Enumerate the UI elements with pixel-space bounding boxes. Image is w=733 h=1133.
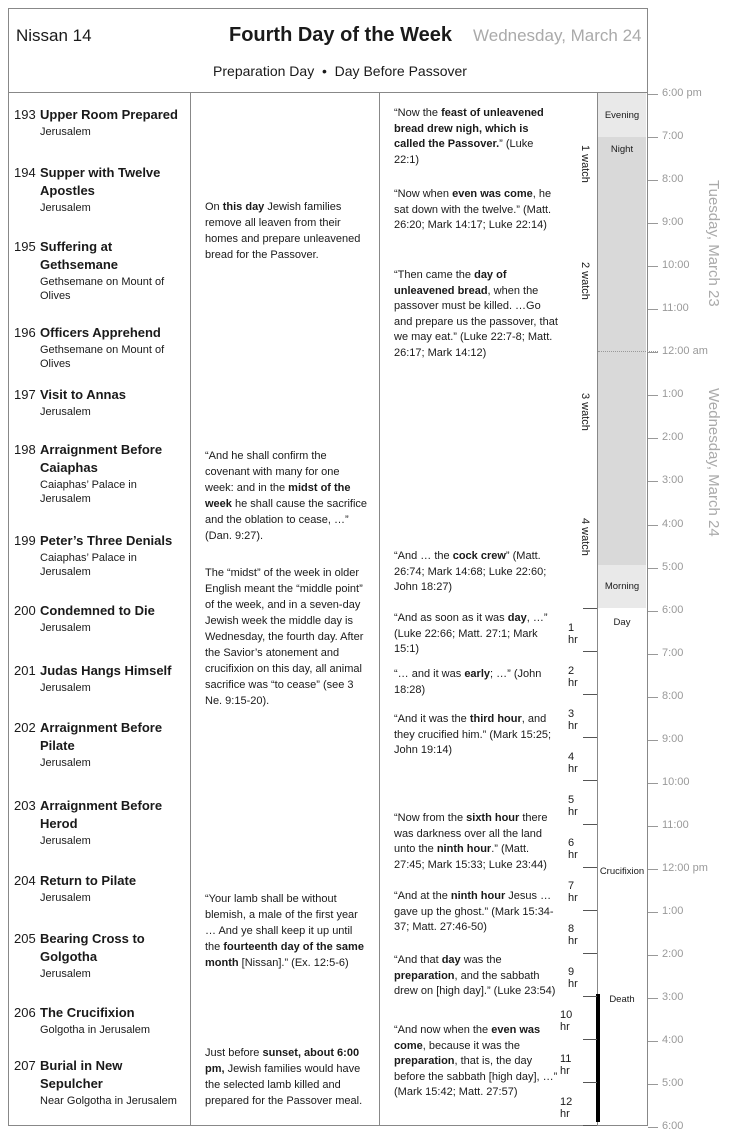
timeline-tick (648, 481, 658, 482)
event-number: 195 (14, 239, 36, 254)
timeline-tick (648, 525, 658, 526)
event-name: Arraignment Before Herod (40, 798, 163, 831)
event-location: Golgotha in Jerusalem (40, 1024, 151, 1036)
event-location: Caiaphas’ Palace in Jerusalem (40, 552, 137, 578)
column-divider (379, 92, 380, 1126)
text-run: , …” (Luke 22:66; Matt. 27:1; Mark 15:1) (394, 612, 548, 655)
timeline-label: 2:00 (662, 948, 684, 960)
event-location: Near Golgotha in Jerusalem (40, 1095, 177, 1107)
timeline-tick (648, 1084, 658, 1085)
event-location: Gethsemane on Mount of Olives (40, 344, 165, 370)
timeline-label: 8:00 (662, 173, 684, 186)
event-title (14, 238, 186, 274)
timeline-label: 7:00 (662, 646, 684, 659)
text-run: “And now when the (394, 1024, 492, 1036)
hour-tick (583, 867, 597, 868)
timeline-tick (648, 223, 658, 224)
emphasis-text: ninth hour (436, 843, 492, 855)
commentary-note (205, 891, 370, 971)
event-title (14, 164, 186, 200)
hour-tick (583, 737, 597, 738)
event-name: Officers Apprehend (40, 325, 161, 340)
timeline-tick (648, 654, 658, 655)
timeline-tick (648, 137, 658, 138)
text-run: “And at the (394, 890, 451, 902)
text-run: Jesus … gave up the ghost.” (Mark 15:34-37; Matt. 27:46-50) (394, 890, 554, 933)
commentary-note (205, 448, 370, 544)
emphasis-text: day (441, 954, 461, 966)
hour-tick (583, 824, 597, 825)
event-location: Jerusalem (40, 622, 91, 634)
emphasis-text: early (464, 668, 491, 680)
emphasis-text: preparation (394, 969, 455, 982)
event-title (14, 324, 186, 342)
watch-label: 1 watch (579, 145, 591, 183)
event-item (14, 106, 186, 139)
emphasis-text: third hour (469, 713, 522, 725)
hour-tick (583, 953, 597, 954)
watch-label: 2 watch (579, 262, 591, 300)
event-name: Arraignment Before Pilate (40, 720, 163, 753)
text-run: , because it was the (422, 1039, 520, 1052)
event-name: Visit to Annas (40, 387, 126, 402)
text-run: , and the sabbath drew on [high day].” (Luke 23:54) (394, 969, 556, 997)
text-run: Jewish families remove all leaven from their homes and prepare unleavened bread for the Passover. (205, 201, 361, 261)
text-run: Just before (205, 1047, 263, 1059)
text-run: there was darkness over all the land unto the (394, 812, 548, 855)
timeline-label: 1:00 (662, 388, 684, 401)
event-title (14, 441, 186, 477)
timeline-tick (648, 266, 658, 267)
commentary-note (205, 199, 370, 263)
event-title (14, 532, 186, 550)
text-run: , he sat down with the twelve.” (Matt. 26:20; Mark 14:17; Luke 22:14) (394, 188, 552, 231)
emphasis-text: day of unleavened bread (394, 269, 507, 297)
event-title (14, 719, 186, 755)
event-title (14, 386, 186, 404)
timeline-label: 11:00 (662, 302, 689, 315)
evening-label: Evening (604, 110, 640, 121)
timeline-tick (648, 912, 658, 913)
event-number: 204 (14, 873, 36, 888)
event-number: 197 (14, 387, 36, 402)
text-run: The “midst” of the week in older English meant the “middle point” of the week, and in a seven-day Jewish week the middle day is Wednesday, the fourth day. After the Savior’s atonement and crucifixion on this day, all animal sacrifice was “to cease” (see 3 Ne. 9:15-20). (205, 567, 364, 707)
timeline-tick (648, 438, 658, 439)
hour-tick (583, 996, 597, 997)
timeline-label: 12:00 pm (662, 861, 708, 874)
timeline-label: 6:00 pm (662, 87, 702, 99)
event-location: Gethsemane on Mount of Olives (40, 276, 165, 302)
event-title (14, 1057, 186, 1093)
morning-label: Morning (604, 581, 640, 592)
emphasis-text: feast of unleavened bread drew nigh, which is called the Passover. (394, 107, 544, 150)
emphasis-text: sunset, about 6:00 pm, (205, 1047, 360, 1075)
scripture-quote (394, 667, 560, 698)
text-run: ” (Matt. 26:74; Mark 14:68; Luke 22:60; John 18:27) (394, 550, 547, 593)
text-run: Jewish families would have the selected lamb killed and prepared for the Passover meal. (205, 1063, 363, 1107)
timeline-tick (648, 94, 658, 95)
timeline-label: 9:00 (662, 216, 684, 229)
event-number: 196 (14, 325, 36, 340)
event-number: 202 (14, 720, 36, 735)
event-name: Bearing Cross to Golgotha (40, 931, 145, 964)
hour-tick (583, 910, 597, 911)
emphasis-text: midst of the week (205, 482, 351, 510)
event-item (14, 532, 186, 579)
header-divider (8, 92, 648, 93)
death-label: Death (609, 994, 635, 1005)
emphasis-text: cock crew (452, 550, 506, 562)
morning-band (598, 565, 646, 608)
emphasis-text: fourteenth day of the same month (205, 941, 364, 969)
event-title (14, 1004, 186, 1022)
emphasis-text: day (507, 612, 527, 624)
text-run: “And that (394, 954, 442, 966)
text-run: he shall cause the sacrifice and the oblation to cease, …” (Dan. 9:27). (205, 498, 368, 542)
timeline-label: 11:00 (662, 818, 689, 831)
text-run: ; …” (John 18:28) (394, 668, 542, 696)
event-name: Supper with Twelve Apostles (40, 165, 161, 198)
event-item (14, 441, 186, 506)
text-run: “Now from the (394, 812, 467, 824)
timeline-label: 4:00 (662, 1034, 684, 1047)
event-location: Jerusalem (40, 892, 91, 904)
nissan-date: Nissan 14 (16, 26, 92, 45)
event-number: 199 (14, 533, 36, 548)
text-run: .” (Matt. 27:45; Mark 15:33; Luke 23:44) (394, 843, 547, 871)
timeline-label: 3:00 (662, 474, 684, 487)
event-number: 205 (14, 931, 36, 946)
timeline-label: 5:00 (662, 1077, 684, 1090)
hour-tick (583, 1039, 597, 1040)
event-item (14, 1004, 186, 1037)
hour-tick (583, 608, 597, 609)
hour-tick (583, 651, 597, 652)
event-item (14, 324, 186, 371)
text-run: “And he shall confirm the covenant with many for one week: and in the (205, 450, 340, 494)
emphasis-text: this day (222, 201, 265, 213)
timeline-tick (648, 568, 658, 569)
scripture-quote (394, 1023, 560, 1101)
timeline-label: 6:00 (662, 603, 684, 616)
page-subtitle: Preparation Day • Day Before Passover (213, 63, 467, 79)
event-title (14, 662, 186, 680)
scripture-quote (394, 889, 560, 936)
event-name: Upper Room Prepared (40, 107, 178, 122)
text-run: ” (Luke 22:1) (394, 138, 534, 166)
hour-label: 11 hr (560, 1052, 572, 1077)
emphasis-text: even was come (394, 1024, 541, 1052)
hour-tick (583, 1082, 597, 1083)
text-run: “Then came the (394, 269, 475, 281)
event-item (14, 719, 186, 770)
event-number: 207 (14, 1058, 36, 1073)
text-run: “And as soon as it was (394, 612, 508, 624)
emphasis-text: even was come (452, 188, 533, 200)
evening-band (598, 93, 646, 137)
death-bar (596, 994, 600, 1122)
event-name: The Crucifixion (40, 1005, 135, 1020)
text-run: “And it was the (394, 713, 470, 725)
event-title (14, 930, 186, 966)
timeline-tick (648, 352, 658, 353)
timeline-label: 12:00 am (662, 345, 708, 358)
emphasis-text: sixth hour (466, 812, 520, 824)
timeline-label: 6:00 (662, 1120, 684, 1133)
event-location: Jerusalem (40, 968, 91, 980)
text-run: “Now when (394, 188, 453, 200)
timeline-label: 10:00 (662, 259, 690, 272)
timeline-tick (648, 826, 658, 827)
scripture-quote (394, 611, 560, 658)
timeline-label: 3:00 (662, 991, 684, 1004)
hour-tick (583, 1125, 597, 1126)
text-run: , that is, the day before the sabbath [high day], …” (Mark 15:42; Matt. 27:57) (394, 1055, 558, 1098)
watch-label: 3 watch (579, 393, 591, 431)
event-number: 206 (14, 1005, 36, 1020)
event-name: Return to Pilate (40, 873, 137, 888)
event-name: Peter’s Three Denials (40, 533, 173, 548)
event-number: 193 (14, 107, 36, 122)
timeline-tick (648, 869, 658, 870)
watch-label: 4 watch (579, 518, 591, 556)
event-location: Jerusalem (40, 202, 91, 214)
timeline-tick (648, 1127, 658, 1128)
text-run: , and they crucified him.” (Mark 15:25; John 19:14) (394, 713, 552, 756)
text-run: [Nissan].” (Ex. 12:5-6) (238, 957, 349, 969)
scripture-quote (394, 268, 560, 361)
text-run: “Now the (394, 107, 442, 119)
event-location: Jerusalem (40, 757, 91, 769)
timeline-tick (648, 1041, 658, 1042)
event-item (14, 164, 186, 215)
side-date-wednesday: Wednesday, March 24 (705, 388, 722, 537)
event-item (14, 1057, 186, 1108)
event-name: Condemned to Die (40, 603, 155, 618)
event-title (14, 602, 186, 620)
timeline-tick (648, 783, 658, 784)
hour-tick (583, 694, 597, 695)
event-name: Judas Hangs Himself (40, 663, 172, 678)
event-location: Caiaphas’ Palace in Jerusalem (40, 479, 137, 505)
event-title (14, 872, 186, 890)
event-item (14, 662, 186, 695)
event-location: Jerusalem (40, 406, 91, 418)
hour-tick (583, 780, 597, 781)
commentary-note (205, 565, 370, 709)
timeline-tick (648, 611, 658, 612)
timeline-label: 4:00 (662, 517, 684, 530)
timeline-label: 5:00 (662, 560, 684, 573)
timeline-tick (648, 955, 658, 956)
timeline-tick (648, 697, 658, 698)
event-number: 198 (14, 442, 36, 457)
timeline-tick (648, 998, 658, 999)
scripture-quote (394, 811, 560, 873)
timeline-label: 9:00 (662, 732, 684, 745)
event-title (14, 106, 186, 124)
scripture-quote (394, 712, 560, 759)
day-label: Day (613, 617, 631, 628)
timeline-label: 8:00 (662, 689, 684, 702)
event-name: Arraignment Before Caiaphas (40, 442, 163, 475)
event-location: Jerusalem (40, 682, 91, 694)
event-number: 194 (14, 165, 36, 180)
side-date-tuesday: Tuesday, March 23 (705, 180, 722, 307)
event-number: 201 (14, 663, 36, 678)
hour-label: 10 hr (560, 1009, 573, 1034)
scripture-quote (394, 953, 560, 1000)
column-divider (190, 92, 191, 1126)
text-run: , when the passover must be killed. …Go and prepare us the passover, that we may eat.” (Luke 22:7-8; Matt. 26:17; Mark 14:12) (394, 284, 558, 359)
timeline-tick (648, 309, 658, 310)
timeline-label: 1:00 (662, 904, 684, 917)
header-date: Wednesday, March 24 (473, 26, 642, 45)
event-location: Jerusalem (40, 126, 91, 138)
event-name: Suffering at Gethsemane (40, 239, 119, 272)
night-label: Night (610, 144, 634, 155)
event-number: 203 (14, 798, 36, 813)
timeline-tick (648, 740, 658, 741)
event-item (14, 930, 186, 981)
timeline-label: 10:00 (662, 775, 690, 788)
event-title (14, 797, 186, 833)
scripture-quote (394, 106, 560, 168)
text-run: “Your lamb shall be without blemish, a male of the first year … And ye shall keep it up until the (205, 893, 358, 953)
text-run: “And … the (394, 550, 453, 562)
event-item (14, 386, 186, 419)
event-name: Burial in New Sepulcher (40, 1058, 123, 1091)
event-item (14, 602, 186, 635)
event-item (14, 797, 186, 848)
scripture-quote (394, 187, 560, 234)
event-item (14, 872, 186, 905)
timeline-tick (648, 395, 658, 396)
emphasis-text: ninth hour (450, 890, 506, 902)
text-run: was the (460, 954, 502, 966)
event-number: 200 (14, 603, 36, 618)
timeline-tick (648, 180, 658, 181)
commentary-note (205, 1045, 370, 1109)
page-title: Fourth Day of the Week (229, 24, 452, 46)
event-location: Jerusalem (40, 835, 91, 847)
hour-label: 12 hr (560, 1095, 573, 1120)
event-item (14, 238, 186, 303)
timeline-label: 2:00 (662, 431, 684, 444)
text-run: On (205, 201, 223, 213)
crucifixion-label: Crucifixion (599, 866, 645, 877)
scripture-quote (394, 549, 560, 596)
text-run: “… and it was (394, 668, 465, 680)
emphasis-text: preparation (394, 1055, 455, 1067)
timeline-label: 7:00 (662, 130, 684, 143)
